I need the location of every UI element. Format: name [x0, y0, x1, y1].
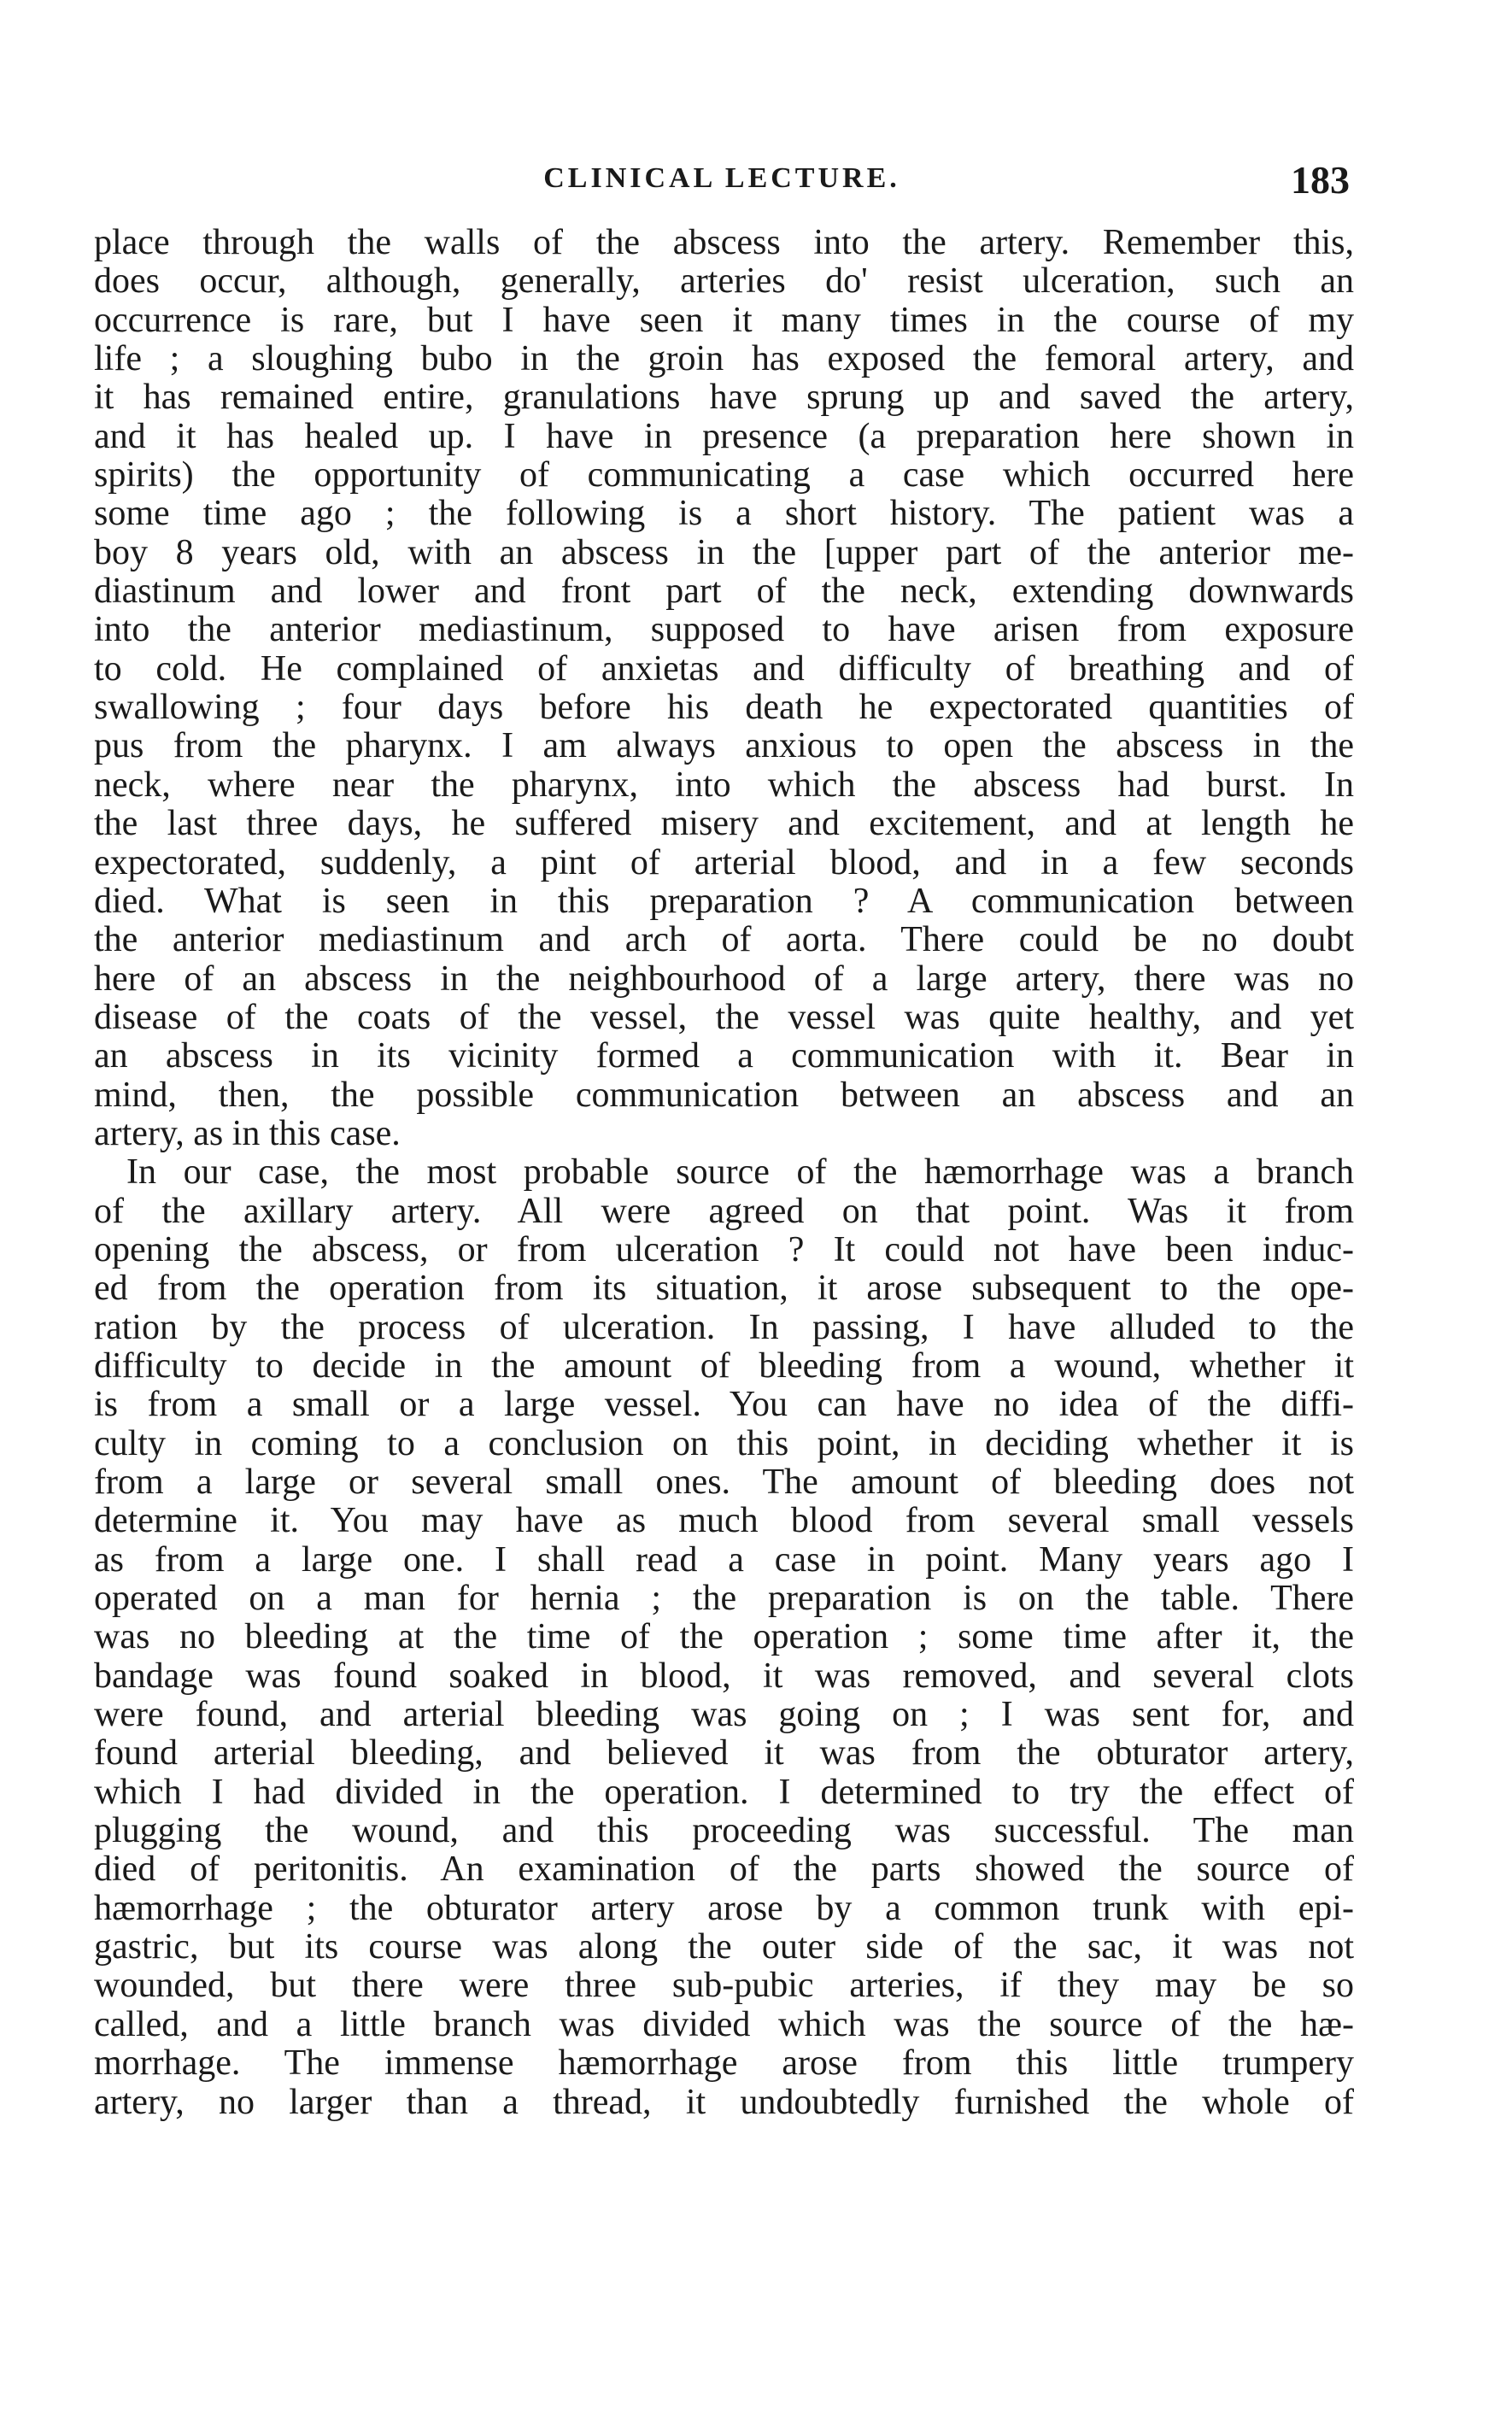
- text-line: to cold. He complained of anxietas and difficulty of breathing and of: [94, 649, 1354, 689]
- text-line: artery, as in this case.: [94, 1114, 401, 1153]
- text-line: diastinum and lower and front part of the neck, extending downwards: [94, 572, 1354, 612]
- text-line: of the axillary artery. All were agreed on that point. Was it from: [94, 1192, 1354, 1231]
- text-line: as from a large one. I shall read a case in point. Many years ago I: [94, 1540, 1354, 1580]
- text-line: opening the abscess, or from ulceration ? It could not have been induc-: [94, 1230, 1354, 1269]
- running-title: CLINICAL LECTURE.: [543, 162, 900, 194]
- text-line: is from a small or a large vessel. You can have no idea of the diffi-: [94, 1386, 1354, 1425]
- text-line: bandage was found soaked in blood, it was removed, and several clots: [94, 1656, 1354, 1696]
- text-line: from a large or several small ones. The amount of bleeding does not: [94, 1463, 1354, 1502]
- text-line: difficulty to decide in the amount of bleeding from a wound, whether it: [94, 1346, 1354, 1386]
- text-line: culty in coming to a conclusion on this point, in deciding whether it is: [94, 1424, 1354, 1463]
- text-line: occurrence is rare, but I have seen it many times in the course of my: [94, 301, 1354, 340]
- text-line: some time ago ; the following is a short history. The patient was a: [94, 495, 1354, 534]
- text-line: does occur, although, generally, arteries do' resist ulceration, such an: [94, 262, 1354, 302]
- page-number: 183: [1291, 158, 1350, 202]
- text-line: was no bleeding at the time of the operation ; some time after it, the: [94, 1618, 1354, 1657]
- text-line: died of peritonitis. An examination of the parts showed the source of: [94, 1850, 1354, 1890]
- text-line: into the anterior mediastinum, supposed to have arisen from exposure: [94, 611, 1354, 650]
- text-line: here of an abscess in the neighbourhood of a large artery, there was no: [94, 959, 1354, 999]
- text-line: boy 8 years old, with an abscess in the [upper part of the anterior me-: [94, 533, 1354, 572]
- text-line: the last three days, he suffered misery and excitement, and at length he: [94, 805, 1354, 844]
- text-line: died. What is seen in this preparation ? A communication between: [94, 882, 1354, 921]
- text-line: and it has healed up. I have in presence (a preparation here shown in: [94, 417, 1354, 456]
- text-line: it has remained entire, granulations have sprung up and saved the artery,: [94, 378, 1354, 418]
- text-line: plugging the wound, and this proceeding was successful. The man: [94, 1812, 1354, 1851]
- text-line: disease of the coats of the vessel, the vessel was quite healthy, and yet: [94, 998, 1354, 1037]
- text-line: expectorated, suddenly, a pint of arterial blood, and in a few seconds: [94, 843, 1354, 882]
- text-line: determine it. You may have as much blood from several small vessels: [94, 1502, 1354, 1541]
- text-line: In our case, the most probable source of the hæmorrhage was a branch: [126, 1153, 1354, 1193]
- text-line: found arterial bleeding, and believed it was from the obturator artery,: [94, 1734, 1354, 1773]
- running-head: [94, 158, 1350, 214]
- text-line: morrhage. The immense hæmorrhage arose from this little trumpery: [94, 2044, 1354, 2084]
- text-line: hæmorrhage ; the obturator artery arose by a common trunk with epi-: [94, 1889, 1354, 1928]
- text-line: ration by the process of ulceration. In passing, I have alluded to the: [94, 1308, 1354, 1347]
- text-line: swallowing ; four days before his death he expectorated quantities of: [94, 689, 1354, 728]
- text-line: called, and a little branch was divided which was the source of the hæ-: [94, 2005, 1354, 2044]
- text-line: wounded, but there were three sub-pubic arteries, if they may be so: [94, 1967, 1354, 2006]
- text-line: operated on a man for hernia ; the preparation is on the table. There: [94, 1580, 1354, 1619]
- text-line: place through the walls of the abscess into the artery. Remember this,: [94, 224, 1354, 262]
- text-line: gastric, but its course was along the outer side of the sac, it was not: [94, 1928, 1354, 1967]
- text-line: life ; a sloughing bubo in the groin has exposed the femoral artery, and: [94, 340, 1354, 379]
- text-line: the anterior mediastinum and arch of aorta. There could be no doubt: [94, 921, 1354, 960]
- text-line: ed from the operation from its situation, it arose subsequent to the ope-: [94, 1269, 1354, 1309]
- text-line: neck, where near the pharynx, into which the abscess had burst. In: [94, 765, 1354, 805]
- text-line: were found, and arterial bleeding was going on ; I was sent for, and: [94, 1696, 1354, 1735]
- body-text: [94, 224, 1354, 2122]
- text-line: mind, then, the possible communication between an abscess and an: [94, 1076, 1354, 1115]
- text-line: spirits) the opportunity of communicating a case which occurred here: [94, 456, 1354, 495]
- text-line: pus from the pharynx. I am always anxious to open the abscess in the: [94, 727, 1354, 766]
- text-line: artery, no larger than a thread, it undoubtedly furnished the whole of: [94, 2083, 1354, 2122]
- text-line: an abscess in its vicinity formed a communication with it. Bear in: [94, 1037, 1354, 1076]
- text-line: which I had divided in the operation. I determined to try the effect of: [94, 1773, 1354, 1812]
